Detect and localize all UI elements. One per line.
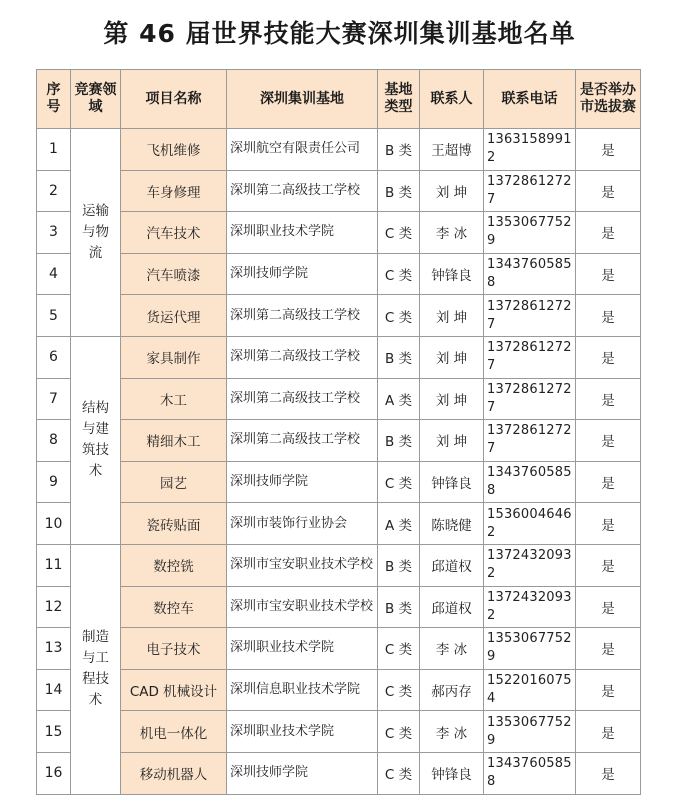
contact-phone: 13728612727 [484, 336, 576, 378]
table-row [37, 752, 641, 794]
training-base: 深圳第二高级技工学校 [227, 295, 378, 337]
header-type: 基地类型 [378, 70, 420, 129]
base-type: A 类 [378, 503, 420, 545]
base-type: C 类 [378, 752, 420, 794]
training-base: 深圳市装饰行业协会 [227, 503, 378, 545]
table-row [37, 212, 641, 254]
base-type: B 类 [378, 544, 420, 586]
base-type: C 类 [378, 295, 420, 337]
row-number: 7 [37, 378, 71, 420]
contact-person: 刘 坤 [420, 170, 484, 212]
contact-person: 陈晓健 [420, 503, 484, 545]
training-base: 深圳职业技术学院 [227, 711, 378, 753]
contact-phone: 13728612727 [484, 295, 576, 337]
table-row [37, 295, 641, 337]
training-base: 深圳航空有限责任公司 [227, 129, 378, 171]
project-name: CAD 机械设计 [121, 669, 227, 711]
city-selection: 是 [576, 503, 641, 545]
training-base: 深圳技师学院 [227, 752, 378, 794]
project-name: 园艺 [121, 461, 227, 503]
contact-person: 钟锋良 [420, 461, 484, 503]
contact-person: 钟锋良 [420, 253, 484, 295]
training-base: 深圳市宝安职业技术学校 [227, 544, 378, 586]
contact-phone: 13437605858 [484, 752, 576, 794]
table-row [37, 129, 641, 171]
table-row [37, 420, 641, 462]
contact-phone: 13728612727 [484, 170, 576, 212]
competition-domain: 运输与物流 [71, 129, 121, 337]
row-number: 8 [37, 420, 71, 462]
table-row [37, 336, 641, 378]
contact-person: 邱道权 [420, 586, 484, 628]
table-row [37, 461, 641, 503]
training-base: 深圳技师学院 [227, 461, 378, 503]
project-name: 木工 [121, 378, 227, 420]
project-name: 家具制作 [121, 336, 227, 378]
contact-person: 郝丙存 [420, 669, 484, 711]
contact-person: 刘 坤 [420, 295, 484, 337]
contact-phone: 13631589912 [484, 129, 576, 171]
page-title: 第 46 届世界技能大赛深圳集训基地名单 [103, 19, 576, 48]
table-header-row [37, 70, 641, 129]
base-type: C 类 [378, 711, 420, 753]
header-project: 项目名称 [121, 70, 227, 129]
city-selection: 是 [576, 628, 641, 670]
training-base: 深圳第二高级技工学校 [227, 378, 378, 420]
project-name: 飞机维修 [121, 129, 227, 171]
project-name: 车身修理 [121, 170, 227, 212]
row-number: 12 [37, 586, 71, 628]
city-selection: 是 [576, 336, 641, 378]
training-base: 深圳职业技术学院 [227, 212, 378, 254]
contact-phone: 15220160754 [484, 669, 576, 711]
table-row [37, 711, 641, 753]
contact-person: 邱道权 [420, 544, 484, 586]
contact-phone: 13728612727 [484, 378, 576, 420]
city-selection: 是 [576, 129, 641, 171]
row-number: 5 [37, 295, 71, 337]
row-number: 16 [37, 752, 71, 794]
training-base-table [36, 69, 641, 795]
row-number: 15 [37, 711, 71, 753]
contact-phone: 13728612727 [484, 420, 576, 462]
project-name: 移动机器人 [121, 752, 227, 794]
base-type: B 类 [378, 586, 420, 628]
city-selection: 是 [576, 711, 641, 753]
base-type: C 类 [378, 669, 420, 711]
row-number: 9 [37, 461, 71, 503]
project-name: 精细木工 [121, 420, 227, 462]
row-number: 11 [37, 544, 71, 586]
base-type: C 类 [378, 212, 420, 254]
competition-domain: 结构与建筑技术 [71, 336, 121, 544]
city-selection: 是 [576, 170, 641, 212]
base-type: B 类 [378, 129, 420, 171]
table-row [37, 669, 641, 711]
training-base: 深圳第二高级技工学校 [227, 170, 378, 212]
row-number: 6 [37, 336, 71, 378]
header-no: 序号 [37, 70, 71, 129]
table-row [37, 544, 641, 586]
training-base: 深圳市宝安职业技术学校 [227, 586, 378, 628]
training-base: 深圳职业技术学院 [227, 628, 378, 670]
training-base: 深圳信息职业技术学院 [227, 669, 378, 711]
city-selection: 是 [576, 544, 641, 586]
city-selection: 是 [576, 461, 641, 503]
header-base: 深圳集训基地 [227, 70, 378, 129]
contact-person: 李 冰 [420, 628, 484, 670]
contact-phone: 13530677529 [484, 711, 576, 753]
city-selection: 是 [576, 212, 641, 254]
header-domain: 竞赛领域 [71, 70, 121, 129]
table-row [37, 503, 641, 545]
city-selection: 是 [576, 669, 641, 711]
project-name: 货运代理 [121, 295, 227, 337]
base-type: B 类 [378, 170, 420, 212]
row-number: 14 [37, 669, 71, 711]
project-name: 机电一体化 [121, 711, 227, 753]
header-phone: 联系电话 [484, 70, 576, 129]
training-base: 深圳第二高级技工学校 [227, 420, 378, 462]
base-type: B 类 [378, 336, 420, 378]
row-number: 1 [37, 129, 71, 171]
contact-person: 王超博 [420, 129, 484, 171]
base-type: C 类 [378, 461, 420, 503]
project-name: 汽车喷漆 [121, 253, 227, 295]
header-contact: 联系人 [420, 70, 484, 129]
project-name: 数控车 [121, 586, 227, 628]
contact-person: 钟锋良 [420, 752, 484, 794]
base-type: B 类 [378, 420, 420, 462]
table-row [37, 253, 641, 295]
contact-phone: 13437605858 [484, 461, 576, 503]
table-row [37, 586, 641, 628]
project-name: 电子技术 [121, 628, 227, 670]
competition-domain: 制造与工程技术 [71, 544, 121, 794]
header-selection: 是否举办市选拔赛 [576, 70, 641, 129]
base-type: C 类 [378, 628, 420, 670]
contact-phone: 13724320932 [484, 544, 576, 586]
base-type: C 类 [378, 253, 420, 295]
city-selection: 是 [576, 586, 641, 628]
contact-person: 刘 坤 [420, 336, 484, 378]
row-number: 4 [37, 253, 71, 295]
row-number: 2 [37, 170, 71, 212]
row-number: 13 [37, 628, 71, 670]
city-selection: 是 [576, 295, 641, 337]
city-selection: 是 [576, 752, 641, 794]
row-number: 3 [37, 212, 71, 254]
contact-person: 李 冰 [420, 711, 484, 753]
contact-phone: 13530677529 [484, 628, 576, 670]
table-row [37, 378, 641, 420]
contact-phone: 13530677529 [484, 212, 576, 254]
contact-phone: 13724320932 [484, 586, 576, 628]
base-type: A 类 [378, 378, 420, 420]
contact-person: 李 冰 [420, 212, 484, 254]
city-selection: 是 [576, 253, 641, 295]
contact-person: 刘 坤 [420, 420, 484, 462]
contact-phone: 15360046462 [484, 503, 576, 545]
training-base: 深圳第二高级技工学校 [227, 336, 378, 378]
table-row [37, 628, 641, 670]
project-name: 汽车技术 [121, 212, 227, 254]
training-base: 深圳技师学院 [227, 253, 378, 295]
table-row [37, 170, 641, 212]
row-number: 10 [37, 503, 71, 545]
city-selection: 是 [576, 378, 641, 420]
contact-phone: 13437605858 [484, 253, 576, 295]
contact-person: 刘 坤 [420, 378, 484, 420]
city-selection: 是 [576, 420, 641, 462]
project-name: 数控铣 [121, 544, 227, 586]
project-name: 瓷砖贴面 [121, 503, 227, 545]
